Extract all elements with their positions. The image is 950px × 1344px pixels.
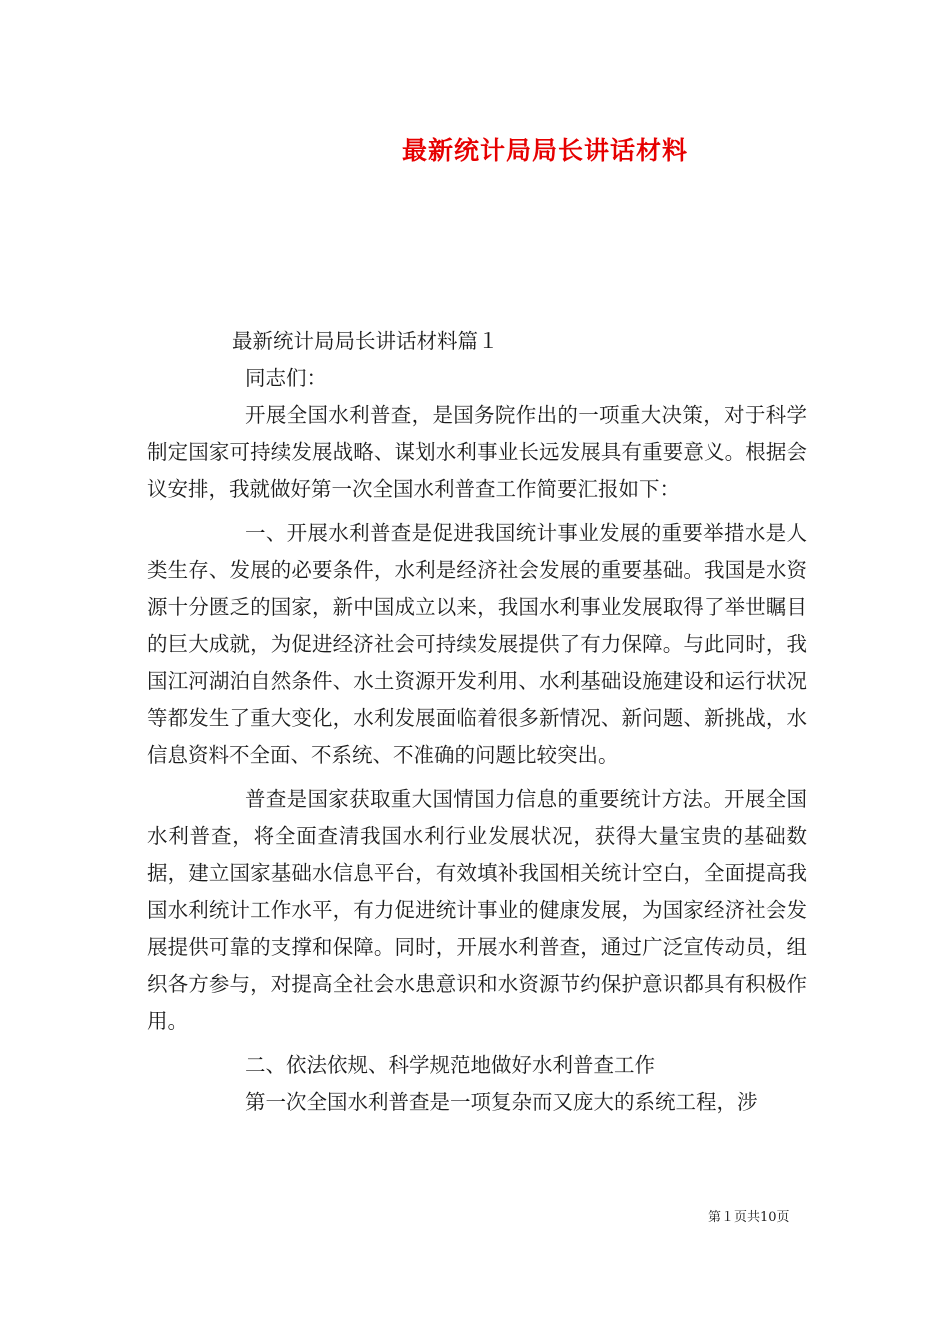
- document-title: 最新统计局局长讲话材料: [401, 136, 688, 165]
- paragraph-section-two-start: 第一次全国水利普查是一项复杂而又庞大的系统工程，涉: [245, 1090, 758, 1114]
- paragraph-section-one: 一、开展水利普查是促进我国统计事业发展的重要举措水是人类生存、发展的必要条件，水利是经济社会发展的重要基础。我国是水资源十分匮乏的国家，新中国成立以来，我国水利事业发展取得了举世瞩目的巨大成就，为促进经济社会可持续发展提供了有力保障。与此同时，我国江河湖泊自然条件、水土资源开发利用、水利基础设施建设和运行状况等都发生了重大变化，水利发展面临着很多新情况、新问题、新挑战，水信息资料不全面、不系统、不准确的问题比较突出。: [147, 521, 807, 767]
- paragraph-section-two-heading: 二、依法依规、科学规范地做好水利普查工作: [245, 1053, 655, 1077]
- document-body: [147, 323, 807, 1121]
- paragraph-intro: 开展全国水利普查，是国务院作出的一项重大决策，对于科学制定国家可持续发展战略、谋划水利事业长远发展具有重要意义。根据会议安排，我就做好第一次全国水利普查工作简要汇报如下：: [147, 403, 807, 501]
- section-heading: 最新统计局局长讲话材料篇１: [232, 329, 499, 353]
- greeting: 同志们：: [245, 366, 327, 390]
- page-number: 第１页共10页: [708, 1210, 790, 1225]
- paragraph-census-importance: 普查是国家获取重大国情国力信息的重要统计方法。开展全国水利普查，将全面查清我国水利行业发展状况，获得大量宝贵的基础数据，建立国家基础水信息平台，有效填补我国相关统计空白，全面提高我国水利统计工作水平，有力促进统计事业的健康发展，为国家经济社会发展提供可靠的支撑和保障。同时，开展水利普查，通过广泛宣传动员，组织各方参与，对提高全社会水患意识和水资源节约保护意识都具有积极作用。: [147, 787, 807, 1033]
